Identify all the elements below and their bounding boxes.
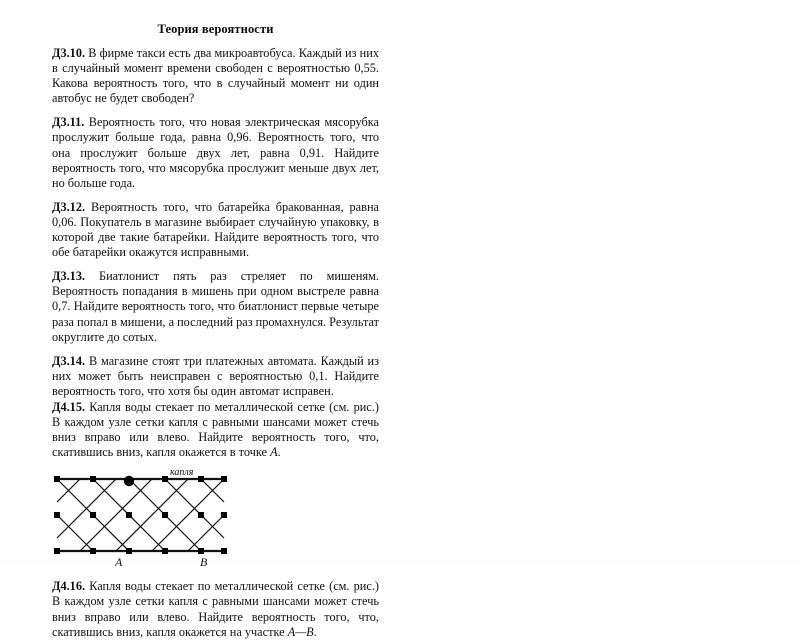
problem-d3-10 — [52, 46, 379, 106]
problem-d3-14 — [52, 354, 379, 399]
figure-label-b: B — [200, 555, 208, 570]
problem-text: Капля воды стекает по металлической сетке (см. рис.) В каждом узле сетки капля с равными шансами может стечь вниз вправо или влево. Найдите вероятность того, что, скатившись вниз, капля окажется в точке — [52, 399, 379, 460]
page-title: Теория вероятности — [157, 22, 274, 36]
problem-text-end: . — [313, 624, 317, 639]
segment-ab-reference: A—B — [287, 624, 314, 639]
problem-d3-13 — [52, 269, 379, 344]
grid-diagram-svg — [52, 469, 379, 573]
grid-figure — [52, 469, 379, 573]
problem-number: Д4.15. — [52, 399, 86, 414]
problem-number: Д4.16. — [52, 579, 86, 594]
problem-d4-15 — [52, 400, 379, 460]
problem-number: Д3.14. — [52, 353, 86, 368]
text-column — [52, 22, 379, 640]
problem-text: Биатлонист пять раз стреляет по мишеням. Вероятность попадания в мишень при одном выстреле равна 0,7. Найдите вероятность того, что биатлонист первые четыре раза попал в мишени, а последний раз промахнулся. Результат округлите до сотых. — [52, 269, 379, 344]
problem-text: Вероятность того, что батарейка бракованная, равна 0,06. Покупатель в магазине выбирает случайную упаковку, в которой две такие батарейки. Найдите вероятность того, что обе батарейки окажутся исправными. — [52, 199, 379, 260]
point-a-reference: A — [270, 445, 278, 460]
problem-text-end: . — [277, 445, 281, 460]
water-drop-marker — [124, 476, 134, 486]
problem-text: Капля воды стекает по металлической сетке (см. рис.) В каждом узле сетки капля с равными шансами может стечь вниз вправо или влево. Найдите вероятность того, что, скатившись вниз, капля окажется на участке — [52, 579, 379, 639]
problem-number: Д3.12. — [52, 199, 86, 214]
problem-text: В фирме такси есть два микроавтобуса. Каждый из них в случайный момент времени свободен с вероятностью 0,55. Какова вероятность того, что в случайный момент ни один автобус не будет свободен? — [52, 46, 379, 106]
problem-d4-16 — [52, 579, 379, 639]
problem-text: Вероятность того, что новая электрическая мясорубка прослужит больше года, равна 0,96. Вероятность того, что она прослужит больше двух лет, равна 0,91. Найдите вероятность того, что мясорубка прослужит меньше двух лет, но больше года. — [52, 115, 379, 190]
problem-d3-11 — [52, 115, 379, 190]
problem-number: Д3.10. — [52, 46, 86, 60]
problem-d3-12 — [52, 200, 379, 260]
problem-number: Д3.11. — [52, 115, 85, 130]
problem-text: В магазине стоят три платежных автомата. Каждый из них может быть неисправен с вероятностью 0,1. Найдите вероятность того, что хотя бы один автомат исправен. — [52, 353, 379, 398]
problem-number: Д3.13. — [52, 269, 86, 284]
figure-label-a: A — [115, 555, 123, 570]
figure-caption-drop: капля — [170, 467, 194, 479]
